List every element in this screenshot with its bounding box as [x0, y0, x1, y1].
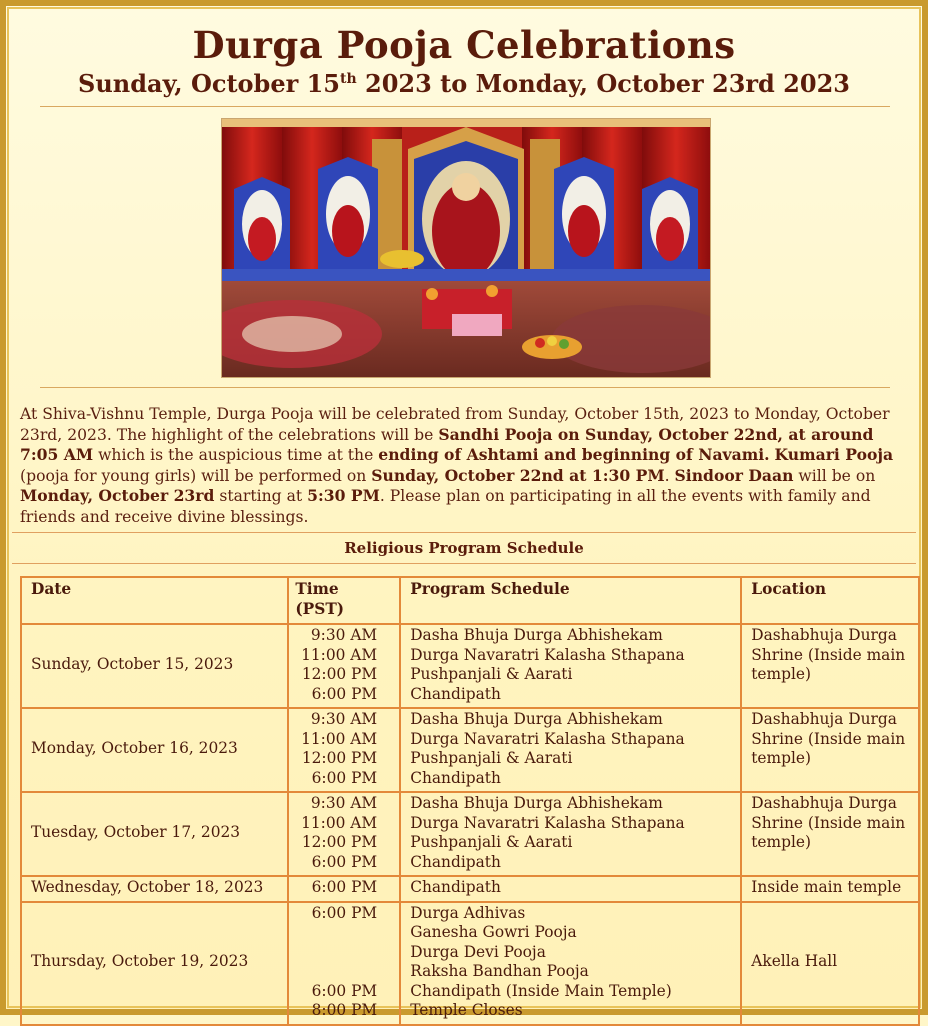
- table-header-row: [21, 577, 919, 624]
- column-header-date: Date: [21, 577, 288, 624]
- schedule-date: Wednesday, October 18, 2023: [21, 876, 288, 902]
- schedule-program: Chandipath: [410, 684, 501, 703]
- schedule-program: Pushpanjali & Aarati: [410, 665, 573, 683]
- schedule-programs: [400, 624, 741, 708]
- table-row: [21, 624, 919, 708]
- schedule-time: 6:00 PM: [311, 852, 378, 871]
- table-row: [21, 876, 919, 902]
- schedule-times: [288, 876, 400, 902]
- schedule-table: [20, 576, 920, 1026]
- schedule-program: Pushpanjali & Aarati: [410, 749, 573, 767]
- schedule-time: 12:00 PM: [301, 665, 378, 683]
- schedule-times: [288, 792, 400, 876]
- schedule-programs: [400, 792, 741, 876]
- schedule-program: Durga Adhivas: [410, 903, 526, 922]
- schedule-program: Pushpanjali & Aarati: [410, 833, 573, 851]
- schedule-program: Durga Devi Pooja: [410, 942, 546, 961]
- schedule-time: 9:30 AM: [310, 794, 378, 812]
- column-header-program: Program Schedule: [400, 577, 741, 624]
- table-row: [21, 902, 919, 1025]
- durga-altar-photo: [221, 118, 711, 378]
- schedule-program: Dasha Bhuja Durga Abhishekam: [410, 626, 663, 644]
- schedule-time: [298, 962, 377, 982]
- column-header-location: Location: [741, 577, 919, 624]
- schedule-time: 6:00 PM: [311, 878, 378, 896]
- schedule-program: Ganesha Gowri Pooja: [410, 923, 577, 941]
- schedule-times: [288, 902, 400, 1025]
- schedule-times: [288, 624, 400, 708]
- schedule-program: Chandipath: [410, 768, 501, 787]
- schedule-time: 6:00 PM: [311, 981, 378, 1000]
- date-range-subtitle: Sunday, October 15th 2023 to Monday, October 23rd 2023: [78, 69, 850, 98]
- schedule-times: [288, 708, 400, 792]
- schedule-program: Chandipath: [410, 878, 501, 896]
- table-row: [21, 792, 919, 876]
- intro-paragraph: At Shiva-Vishnu Temple, Durga Pooja will be celebrated from Sunday, October 15th, 2023 to Monday, October 23rd, 2023. The highlight of the celebrations will be Sandhi Pooja on Sunday, October 22nd, at around 7:05 AM which is the auspicious time at the ending of Ashtami and beginning of Navami. Kumari Pooja (pooja for young girls) will be performed on Sunday, October 22nd at 1:30 PM. Sindoor Daan will be on Monday, October 23rd starting at 5:30 PM. Please plan on participating in all the events with family and friends and receive divine blessings.: [20, 405, 894, 526]
- schedule-program: Durga Navaratri Kalasha Sthapana: [410, 813, 685, 832]
- schedule-time: 11:00 AM: [301, 729, 378, 748]
- schedule-program: Dasha Bhuja Durga Abhishekam: [410, 794, 663, 812]
- schedule-time: 11:00 AM: [301, 645, 378, 664]
- schedule-programs: [400, 902, 741, 1025]
- schedule-location: Dashabhuja Durga Shrine (Inside main temple): [741, 708, 919, 792]
- divider-top: [40, 106, 890, 107]
- schedule-time: [298, 943, 377, 963]
- schedule-time: 12:00 PM: [301, 749, 378, 767]
- schedule-date: Tuesday, October 17, 2023: [21, 792, 288, 876]
- schedule-time: 6:00 PM: [311, 768, 378, 787]
- schedule-program: Durga Navaratri Kalasha Sthapana: [410, 729, 685, 748]
- column-header-time: Time (PST): [288, 577, 400, 624]
- schedule-program: Durga Navaratri Kalasha Sthapana: [410, 645, 685, 664]
- table-row: [21, 708, 919, 792]
- schedule-heading: Religious Program Schedule: [12, 532, 916, 564]
- schedule-time: 9:30 AM: [310, 710, 378, 728]
- schedule-time: 6:00 PM: [311, 903, 378, 922]
- schedule-programs: [400, 876, 741, 902]
- schedule-location: Dashabhuja Durga Shrine (Inside main temple): [741, 624, 919, 708]
- divider-middle: [40, 387, 890, 388]
- schedule-time: 12:00 PM: [301, 833, 378, 851]
- schedule-date: Thursday, October 19, 2023: [21, 902, 288, 1025]
- schedule-time: 6:00 PM: [311, 684, 378, 703]
- schedule-body: [21, 624, 919, 1025]
- schedule-date: Monday, October 16, 2023: [21, 708, 288, 792]
- schedule-location: Dashabhuja Durga Shrine (Inside main temple): [741, 792, 919, 876]
- schedule-program: Chandipath: [410, 852, 501, 871]
- schedule-time: 8:00 PM: [311, 1001, 378, 1019]
- schedule-program: Raksha Bandhan Pooja: [410, 962, 589, 980]
- schedule-time: 9:30 AM: [310, 626, 378, 644]
- schedule-location: Inside main temple: [741, 876, 919, 902]
- schedule-location: Akella Hall: [741, 902, 919, 1025]
- page-title: Durga Pooja Celebrations: [192, 23, 736, 67]
- schedule-date: Sunday, October 15, 2023: [21, 624, 288, 708]
- schedule-program: Dasha Bhuja Durga Abhishekam: [410, 710, 663, 728]
- schedule-time: 11:00 AM: [301, 813, 378, 832]
- schedule-program: Chandipath (Inside Main Temple): [410, 981, 672, 1000]
- schedule-programs: [400, 708, 741, 792]
- schedule-time: [298, 923, 377, 943]
- schedule-program: Temple Closes: [410, 1001, 523, 1019]
